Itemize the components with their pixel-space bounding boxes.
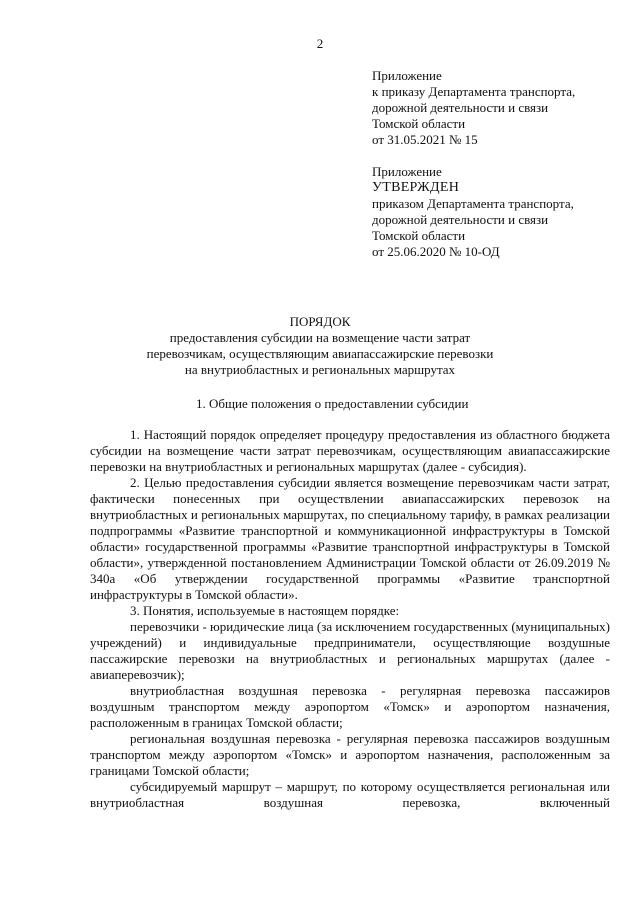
appendix-block-order (372, 68, 632, 148)
paragraph: 2. Целью предоставления субсидии является возмещение перевозчикам части затрат, фактически понесенных при осуществлении авиапассажирских перевозок на внутриобластных и региональных маршрутах, по специальному тарифу, в рамках реализации подпрограммы «Развитие транспортной и коммуникационной инфраструктуры в Томской области» государственной программы «Развитие транспортной инфраструктуры в Томской области», утвержденной постановлением Администрации Томской области от 26.09.2019 № 340а «Об утверждении государственной программы «Развитие транспортной инфраструктуры в Томской области». (90, 475, 610, 602)
title-subline: предоставления субсидии на возмещение части затрат (169, 330, 471, 345)
paragraph: 3. Понятия, используемые в настоящем порядке: (130, 603, 400, 618)
paragraph: региональная воздушная перевозка - регулярная перевозка пассажиров воздушным транспортом между аэропортом «Томск» и аэропортом назначения, расположенным за границами Томской области; (90, 731, 610, 778)
page-number: 2 (316, 36, 324, 51)
appendix-line: приказом Департамента транспорта, (372, 196, 574, 211)
title-subline: на внутриобластных и региональных маршрутах (184, 362, 456, 377)
paragraph: субсидируемый маршрут – маршрут, по которому осуществляется региональная или внутриобластная воздушная перевозка, включенный (90, 779, 610, 810)
appendix-line: дорожной деятельности и связи (372, 212, 549, 227)
document-body (90, 427, 610, 811)
appendix-line: Томской области (372, 228, 466, 243)
appendix-line: от 31.05.2021 № 15 (372, 132, 478, 147)
appendix-line: к приказу Департамента транспорта, (372, 84, 576, 99)
approved-stamp-text: УТВЕРЖДЕН (372, 180, 460, 195)
section-heading: 1. Общие положения о предоставлении субсидии (196, 396, 469, 411)
appendix-line: дорожной деятельности и связи (372, 100, 549, 115)
appendix-line: Приложение (372, 68, 442, 83)
paragraph: внутриобластная воздушная перевозка - регулярная перевозка пассажиров воздушным транспортом между аэропортом «Томск» и аэропортом назначения, расположенным в границах Томской области; (90, 683, 610, 730)
document-title (0, 314, 640, 378)
title-heading: ПОРЯДОК (289, 314, 351, 329)
paragraph: перевозчики - юридические лица (за исключением государственных (муниципальных) учреждений) и индивидуальные предприниматели, осуществляющие воздушные пассажирские перевозки на внутриобластных и региональных маршрутах (далее - авиаперевозчик); (90, 619, 610, 682)
appendix-line: Приложение (372, 164, 442, 179)
appendix-line: от 25.06.2020 № 10-ОД (372, 244, 500, 259)
appendix-block-approved (372, 164, 632, 260)
appendix-line: Томской области (372, 116, 466, 131)
paragraph: 1. Настоящий порядок определяет процедуру предоставления из областного бюджета субсидии на возмещение части затрат перевозчикам, осуществляющим авиапассажирские перевозки на внутриобластных и региональных маршрутах (далее - субсидия). (90, 427, 610, 474)
title-subline: перевозчикам, осуществляющим авиапассажирские перевозки (146, 346, 494, 361)
